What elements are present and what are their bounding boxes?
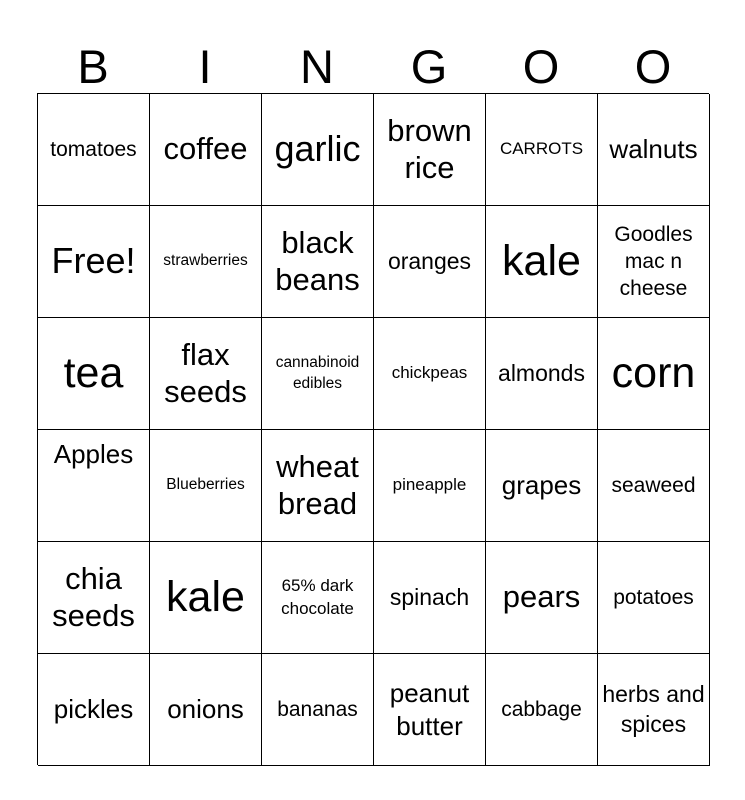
bingo-cell-r2c2[interactable] — [150, 206, 262, 318]
cell-label: chia seeds — [52, 560, 135, 633]
cell-label: grapes — [501, 470, 582, 501]
bingo-cell-r6c3[interactable] — [262, 654, 374, 766]
cell-label: peanut butter — [389, 678, 470, 741]
cell-label: pickles — [53, 694, 134, 725]
bingo-cell-r3c6[interactable] — [598, 318, 710, 430]
cell-label: Apples — [53, 439, 134, 469]
bingo-cell-r2c6[interactable] — [598, 206, 710, 318]
bingo-cell-r3c5[interactable] — [486, 318, 598, 430]
bingo-cell-r5c4[interactable] — [374, 542, 486, 654]
cell-label: walnuts — [609, 134, 698, 165]
cell-label: pineapple — [392, 475, 467, 495]
cell-label: herbs and spices — [602, 680, 705, 737]
cell-label: garlic — [274, 128, 361, 170]
cell-label: strawberries — [163, 252, 248, 270]
cell-label: chickpeas — [391, 363, 468, 383]
bingo-cell-r6c5[interactable] — [486, 654, 598, 766]
cell-label: brown rice — [387, 112, 472, 185]
cell-label: spinach — [389, 583, 470, 610]
header-letter-g: G — [410, 39, 448, 93]
bingo-cell-r1c4[interactable] — [374, 94, 486, 206]
cell-label: Free! — [51, 240, 136, 282]
bingo-cell-r5c5[interactable] — [486, 542, 598, 654]
bingo-cell-r2c5[interactable] — [486, 206, 598, 318]
cell-label: cabbage — [501, 697, 582, 721]
cell-label: 65% dark chocolate — [281, 575, 354, 618]
cell-label: pears — [502, 579, 581, 615]
header-letter-n: N — [300, 39, 334, 93]
cell-label: seaweed — [611, 473, 696, 497]
cell-label: potatoes — [613, 585, 694, 609]
bingo-cell-r6c1[interactable] — [38, 654, 150, 766]
bingo-cell-r2c1-free[interactable] — [38, 206, 150, 318]
bingo-cell-r1c6[interactable] — [598, 94, 710, 206]
bingo-cell-r3c2[interactable] — [150, 318, 262, 430]
bingo-header — [37, 38, 709, 94]
cell-label: tea — [63, 348, 124, 397]
cell-label: tomatoes — [50, 137, 137, 161]
cell-label: CARROTS — [499, 139, 584, 159]
bingo-cell-r2c3[interactable] — [262, 206, 374, 318]
cell-label: wheat bread — [276, 448, 359, 521]
bingo-cell-r5c6[interactable] — [598, 542, 710, 654]
bingo-cell-r5c2[interactable] — [150, 542, 262, 654]
bingo-cell-r3c3[interactable] — [262, 318, 374, 430]
header-letter-i: I — [198, 39, 212, 93]
bingo-cell-r4c3[interactable] — [262, 430, 374, 542]
bingo-cell-r4c1[interactable] — [38, 430, 150, 542]
bingo-cell-r6c6[interactable] — [598, 654, 710, 766]
bingo-cell-r3c4[interactable] — [374, 318, 486, 430]
cell-label: bananas — [277, 697, 358, 721]
bingo-cell-r1c3[interactable] — [262, 94, 374, 206]
header-letter-o: O — [522, 39, 560, 93]
cell-label: oranges — [387, 247, 472, 274]
bingo-cell-r6c2[interactable] — [150, 654, 262, 766]
cell-label: cannabinoid edibles — [275, 353, 360, 392]
cell-label: flax seeds — [164, 336, 247, 409]
bingo-cell-r1c1[interactable] — [38, 94, 150, 206]
header-letter-b: B — [77, 39, 109, 93]
cell-label: Goodles mac n cheese — [614, 222, 693, 301]
header-letter-o-2: O — [634, 39, 672, 93]
cell-label: onions — [167, 694, 244, 725]
bingo-board — [37, 93, 709, 765]
cell-label: kale — [502, 236, 581, 285]
bingo-cell-r1c5[interactable] — [486, 94, 598, 206]
bingo-cell-r5c3[interactable] — [262, 542, 374, 654]
bingo-cell-r4c2[interactable] — [150, 430, 262, 542]
cell-label: coffee — [163, 131, 248, 167]
bingo-cell-r6c4[interactable] — [374, 654, 486, 766]
bingo-cell-r1c2[interactable] — [150, 94, 262, 206]
bingo-cell-r2c4[interactable] — [374, 206, 486, 318]
cell-label: almonds — [498, 359, 585, 386]
cell-label: black beans — [275, 224, 360, 297]
bingo-cell-r5c1[interactable] — [38, 542, 150, 654]
bingo-cell-r4c5[interactable] — [486, 430, 598, 542]
bingo-cell-r4c6[interactable] — [598, 430, 710, 542]
bingo-cell-r4c4[interactable] — [374, 430, 486, 542]
cell-label: Blueberries — [166, 476, 245, 494]
bingo-cell-r3c1[interactable] — [38, 318, 150, 430]
cell-label: kale — [166, 572, 245, 621]
cell-label: corn — [611, 348, 696, 397]
